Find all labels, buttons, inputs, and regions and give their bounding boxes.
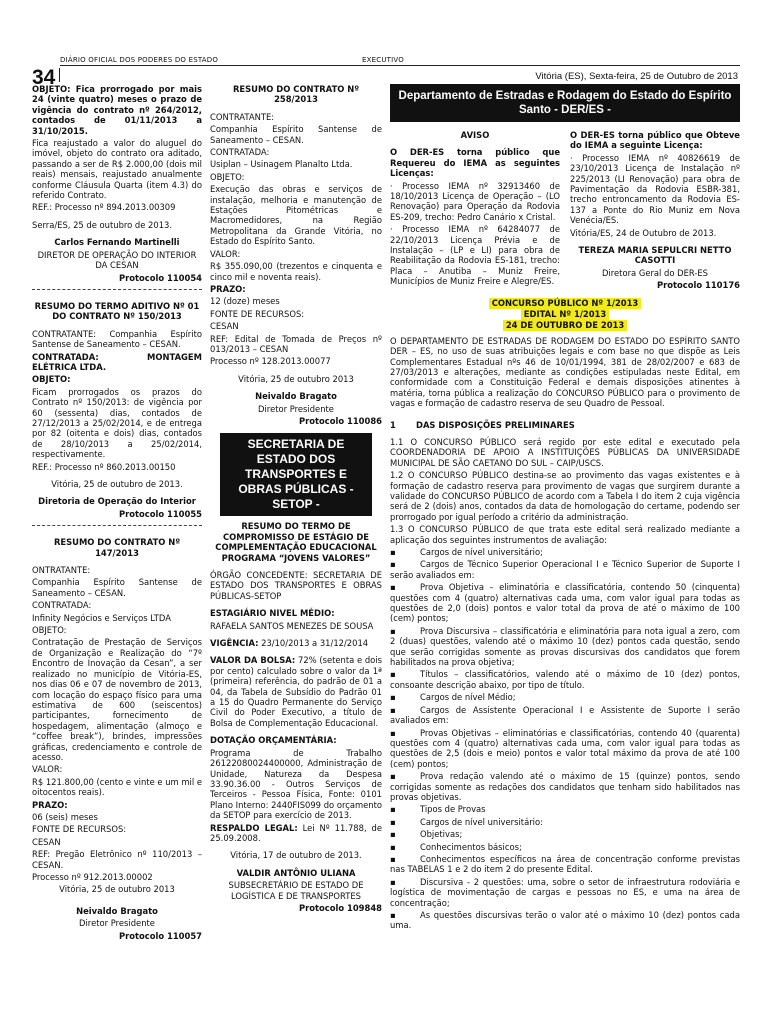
valor-label: VALOR: [210,248,241,259]
bullet-icon: ▪ [390,559,396,570]
contract-line: Infinity Negócios e Serviços LTDA [32,612,171,623]
contract-line: Companhia Espírito Santense de Saneamento – CESAN. [210,124,382,145]
bullet-text: Tipos de Provas [420,804,486,815]
bullet-item [390,705,740,726]
bullet-icon: ▪ [390,692,396,703]
bullet-item [390,877,740,908]
section-title: RESUMO DO CONTRATO Nº 147/2013 [53,537,181,558]
bullet-icon: ▪ [390,625,396,636]
protocol-number: Protocolo 110086 [298,415,382,426]
signature-role: Diretora Geral do DER-ES [602,267,708,278]
edital-date: 24 DE OUTUBRO DE 2013 [503,320,627,331]
bullet-icon: ▪ [390,910,396,920]
bullet-item [390,626,740,668]
reference: REF.: Processo nº 894.2013.00309 [32,202,176,213]
protocol-number: Protocolo 110054 [118,272,202,283]
estagiario-label: ESTAGIÁRIO NIVEL MÉDIO: [210,608,335,619]
protocol-number: Protocolo 109848 [298,902,382,913]
date-line: Vitória, 25 de outubro de 2013. [51,479,183,489]
vigencia-label: VIGÊNCIA: [210,638,259,649]
reajuste-paragraph: Fica reajustado a valor do aluguel do imóvel, objeto do contrato ora aditado, passando a ser de R$ 2.000,00 (dois mil reais) mensais, reajustado anualmente conforme Cláusula Quarta (item 4.3) do referido Contrato. [32,138,202,201]
bullet-icon: ▪ [390,804,396,815]
valor-label: VALOR: [32,764,63,775]
section-heading-text: DAS DISPOSIÇÕES PRELIMINARES [416,419,575,430]
aviso-paragraph: · Processo IEMA nº 64284077 de 22/10/2013 Licença Prévia e de Instalação – (LP e LI) para obra de Reabilitação da Rodovia ES-181, trecho: Placa – Anutiba – Muniz Freire, Municípios de Muniz Freire e Alegre/ES. [390,224,560,287]
reference: REF: Edital de Tomada de Preços nº 013/2013 – CESAN [210,333,382,354]
concurso-title: CONCURSO PÚBLICO Nº 1/2013 [489,298,642,309]
gazette-section: EXECUTIVO [362,56,404,64]
aviso-paragraph: · Processo IEMA nº 32913460 de 18/10/2013 Licença de Operação – (LO Renovação) para Operação da Rodovia ES-209, trecho: Pedro Canário x Cristal. [390,180,560,222]
section-title: RESUMO DO CONTRATO Nº 258/2013 [232,84,360,105]
der-es-banner: Departamento de Estradas e Rodagem do Estado do Espírito Santo - DER/ES - [390,84,740,122]
signature-role: DIRETOR DE OPERAÇÃO DO INTERIOR DA CESAN [37,249,197,271]
bullet-text: Cargos de Assistente Operacional I e Assistente de Suporte I serão avaliados em: [390,704,740,726]
gazette-title: DIÁRIO OFICIAL DOS PODERES DO ESTADO [60,56,219,64]
edital-item: 1.1 O CONCURSO PÚBLICO será regido por este edital e executado pela COORDENADORIA DE APOIO A INSTITUIÇÕES PÚBLICAS DA UNIVERSIDADE MUNICIPAL DE SÃO CAETANO DO SUL – CAIP/USCS. [390,436,740,468]
contract-line: CONTRATADA: [210,147,270,158]
prazo-text: 12 (doze) meses [210,296,280,307]
signature-name: VALDIR ANTÔNIO ULIANA [236,867,356,878]
respaldo-text: Lei Nº 11.788, de 25.09.2008. [210,822,382,843]
page-number-divider [59,68,60,82]
date-line: Vitória, 17 de outubro de 2013. [230,850,362,861]
bullet-icon: ▪ [390,816,396,827]
aviso-left [390,130,560,293]
estagiario-name: RAFAELA SANTOS MENEZES DE SOUSA [210,620,374,631]
contract-line: CONTRATANTE: [210,111,275,122]
signature-name: Diretoria de Operação do Interior [38,496,196,507]
bullet-text: Prova Objetiva – eliminatória e classificatória, contendo 50 (cinquenta) questões com 4 (quatro) alternativas cada uma, com valor igual para todas as questões de 2,0 (dois) pontos e valor total da prova de até o máximo de 100 (cem) pontos; [390,582,740,624]
bullet-item [390,817,740,827]
bullet-icon: ▪ [390,876,396,887]
dotacao-text: Programa de Trabalho 26122080024400000, Administração de Unidade, Natureza da Despesa 33.90.36.00 - Outros Serviços de Terceiros - Pessoa Física, Fonte: 0101 Plano Interno: 2440FIS099 do orçamento da SETOP para exercício de 2013. [210,747,382,821]
valor-text: R$ 355.090,00 (trezentos e cinquenta e cinco mil e noventa reais). [210,261,382,282]
aviso-section [390,130,740,293]
contratante: CONTRATANTE: Companhia Espírito Santense de Saneamento – CESAN. [32,328,202,350]
dotacao-label: DOTAÇÃO ORÇAMENTÁRIA: [210,735,337,746]
bullet-icon: ▪ [390,704,396,715]
bullet-text: Provas Objetivas – eliminatórias e classificatórias, contendo 40 (quarenta) questões com 4 (quatro) alternativas cada uma, com valor igual para todas as questões de 2,5 (dois e meio) pontos e valor total máximo da prova de até 100 (cem) pontos; [390,727,740,769]
column-2 [210,84,382,915]
section-title: RESUMO DO TERMO ADITIVO Nº 01 DO CONTRATO Nº 150/2013 [34,300,200,322]
bullet-icon: ▪ [390,669,396,680]
signature-name: TEREZA MARIA SEPULCRI NETTO CASOTTI [578,245,732,266]
section-number: 1 [390,419,396,430]
bullet-text: As questões discursivas terão o valor até o máximo 10 (dez) pontos cada uma. [390,910,740,931]
contract-line: OBJETO: [32,625,67,636]
bullet-text: Prova Discursiva – classificatória e eliminatória para nota igual a zero, com 2 (duas) questões, valendo até o máximo 10 (dez) pontos cada questão, sendo que serão corrigidas somente as provas discursivas dos candidatos que forem habilitados na prova objetiva; [390,625,740,668]
respaldo-label: RESPALDO LEGAL: [210,822,298,833]
aviso-paragraph: · Processo IEMA nº 40826619 de 23/10/2013 Licença de Instalação nº 225/2013 (LI Renovação) para obra de Pavimentação da Rodovia ESBR-381, trecho entroncamento da Rodovia ES-137 a Ponte do Rio Muniz em Nova Venécia/ES. [570,152,740,226]
reference: REF: Pregão Eletrônico nº 110/2013 – CESAN. [32,849,202,870]
edital-item: 1.3 O CONCURSO PÚBLICO de que trata este edital será realizado mediante a aplicação dos seguintes instrumentos de avaliação: [390,524,740,545]
orgao-concedente: ÓRGÃO CONCEDENTE: SECRETARIA DE ESTADO DOS TRANSPORTES E OBRAS PÚBLICAS-SETOP [210,570,382,601]
setop-banner: SECRETARIA DE ESTADO DOS TRANSPORTES E OBRAS PÚBLICAS - SETOP - [220,433,372,516]
valor-text: R$ 121.800,00 (cento e vinte e um mil e oitocentos reais). [32,776,202,798]
objeto-text: OBJETO: Fica prorrogado por mais 24 (vinte quatro) meses o prazo de vigência do contrato nº 264/2012, contados de 01/11/2013 a 31/10/2015. [32,84,202,136]
bullet-item [390,728,740,770]
aviso-title: AVISO [460,130,490,140]
signature-role: Diretor Presidente [79,918,155,929]
bullet-icon: ▪ [390,582,396,593]
bullet-text: Títulos – classificatórios, valendo até o máximo de 10 (dez) pontos, consoante descrição abaixo, por tipo de título. [390,669,740,690]
signature-role: Diretor Presidente [258,403,334,414]
bullet-text: Discursiva - 2 questões: uma, sobre o setor de infraestrutura rodoviária e logística de movimentação de cargas e pessoas no ES, e uma na área de concentração; [390,876,740,908]
date-line: Serra/ES, 25 de outubro de 2013. [32,219,173,230]
bullet-icon: ▪ [390,829,396,840]
bullet-icon: ▪ [390,547,396,557]
bullet-item [390,669,740,690]
protocol-number: Protocolo 110057 [118,930,202,941]
bullet-text: Conhecimentos específicos na área de concentração conforme previstas nas TABELAS 1 e 2 do item 2 do presente Edital. [390,853,740,875]
protocol-number: Protocolo 110055 [118,508,202,519]
aviso-right [570,130,740,293]
bullet-item [390,692,740,702]
bullet-item [390,829,740,839]
bullet-icon: ▪ [390,771,396,782]
process-number: Processo nº 128.2013.00077 [210,356,331,367]
date-line: Vitória/ES, 24 de Outubro de 2013. [570,227,717,238]
contract-line: OBJETO: [210,171,245,182]
objeto-text: Execução das obras e serviços de instalação, melhoria e manutenção de Estações Pitométricas e Macromedidores, na Região Metropolitana da Grande Vitória, no Estado do Espírito Santo. [210,184,382,247]
edital-item: 1.2 O CONCURSO PÚBLICO destina-se ao provimento das vagas existentes e à formação de cadastro reserva para provimento de vagas que surgirem durante a validade do CONCURSO PÚBLICO de acordo com a Tabela I do item 2 cuja vigência será de 2 (dois) anos, contados da data de homologação do certame, podendo ser prorrogado por igual período a critério da administração. [390,470,740,522]
bullet-text: Cargos de Técnico Superior Operacional I e Técnico Superior de Suporte I serão avaliados em: [390,559,740,580]
column-3 [390,84,740,933]
prazo-label: PRAZO: [210,283,246,294]
fonte-label: FONTE DE RECURSOS: [210,308,305,319]
bullet-text: Cargos de nível universitário: [420,816,543,827]
bullet-text: Cargos de nível Médio; [420,692,516,703]
bullet-item [390,854,740,875]
date-line: Vitória, 25 de outubro 2013 [59,884,175,895]
bullet-text: Cargos de nível universitário; [420,547,543,557]
objeto-text: Contratação de Prestação de Serviços de Organização e Realização do “7º Encontro de Inovação da Cesan”, a ser realizado no município de Vitória-ES, nos dias 06 e 07 de novembro de 2013, com locação do espaço físico para uma estimativa de 600 (seiscentos) participantes, fornecimento de hospedagem, alimentação (almoço e “coffee break”), brindes, impressões gráficas, credenciamento e controle de acesso. [32,637,202,762]
section-divider [32,525,202,526]
section-divider [32,289,202,290]
edital-bullet-list [390,547,740,931]
aviso-paragraph: O DER-ES torna público que Obteve do IEMA a seguinte Licença: [570,130,740,151]
objeto-label: OBJETO: [32,374,71,385]
concurso-header [390,298,740,331]
bullet-text: Prova redação valendo até o máximo de 15 (quinze) pontos, sendo corrigidas somente as redações dos candidatos que tenham sido habilitados nas provas objetivas. [390,771,740,802]
bolsa-label: VALOR DA BOLSA: [210,655,296,666]
issue-date: Vitória (ES), Sexta-feira, 25 de Outubro de 2013 [535,71,738,82]
protocol-number: Protocolo 110176 [656,280,740,291]
edital-title: EDITAL Nº 1/2013 [521,309,609,320]
signature-name: Neivaldo Bragato [76,905,158,916]
contract-line: CONTRATADA: [32,600,92,611]
bullet-item [390,771,740,802]
section-heading [390,420,740,430]
bullet-item [390,547,740,557]
contratada: CONTRATADA: MONTAGEM ELÉTRICA LTDA. [32,351,202,372]
header-rule [60,65,740,66]
vigencia-text: 23/10/2013 a 31/12/2014 [261,638,369,649]
bullet-item [390,842,740,852]
aviso-paragraph: O DER-ES torna público que Requereu do IEMA as seguintes Licenças: [390,147,560,179]
bullet-text: Objetivas; [420,829,463,840]
fonte-text: CESAN [210,321,239,332]
bullet-item [390,559,740,580]
page-number: 34 [32,66,56,89]
column-1 [32,84,202,943]
contract-objeto [32,84,202,136]
contract-line: ONTRATANTE: [32,565,91,576]
process-number: Processo nº 912.2013.00002 [32,872,153,882]
bullet-icon: ▪ [390,853,396,864]
bullet-item [390,804,740,814]
prazo-text: 06 (seis) meses [32,811,98,822]
bullet-icon: ▪ [390,727,396,738]
bolsa-text: 72% (setenta e dois por cento) calculado sobre o valor da 1ª (primeira) referência, do padrão de 01 a 04, da Tabela de Subsídio do Padrão 01 a 15 do Quadro Permanente do Serviço Civil do Poder Executivo, a título de Bolsa de Complementação Educacional. [210,655,382,728]
contract-line: Companhia Espírito Santense de Saneamento – CESAN. [32,577,202,598]
fonte-label: FONTE DE RECURSOS: [32,824,127,835]
signature-role: SUBSECRETÁRIO DE ESTADO DE LOGÍSTICA E DE TRANSPORTES [228,880,364,901]
fonte-text: CESAN [32,836,61,847]
signature-name: Neivaldo Bragato [255,391,337,402]
bullet-icon: ▪ [390,841,396,852]
date-line: Vitória, 25 de outubro 2013 [238,373,354,384]
reference: REF.: Processo nº 860.2013.00150 [32,461,176,472]
bullet-item [390,910,740,931]
contract-line: Usiplan – Usinagem Planalto Ltda. [210,159,353,170]
signature-name: Carlos Fernando Martinelli [54,237,180,248]
preambulo: O DEPARTAMENTO DE ESTRADAS DE RODAGEM DO ESTADO DO ESPÍRITO SANTO DER – ES, no uso de suas atribuições legais e com base no que dispõe as Leis Complementares Estadual nºs 46 de 10/01/1994, 381 de 28/02/2007 e 683 de 27/03/2013 e alterações, mediante as condições estipuladas neste Edital, em conformidade com a Constituição Federal e demais disposições atinentes à matéria, torna pública a realização do CONCURSO PÚBLICO para o provimento de vagas e formação de cadastro reserva de seu Quadro de Pessoal. [390,335,740,409]
prazo-label: PRAZO: [32,799,68,810]
bullet-text: Conhecimentos básicos; [420,841,522,852]
section-title: RESUMO DO TERMO DE COMPROMISSO DE ESTÁGIO DE COMPLEMENTAÇÃO EDUCACIONAL PROGRAMA “JOVENS VALORES” [215,521,377,563]
bullet-item [390,582,740,624]
objeto-text: Ficam prorrogados os prazos do Contrato nº 150/2013: de vigência por 60 (sessenta) dias, contados de 27/12/2013 a 25/02/2014, e de entrega por 82 (oitenta e dois) dias, contados de 28/10/2013 a 25/02/2014, respectivamente. [32,386,202,460]
